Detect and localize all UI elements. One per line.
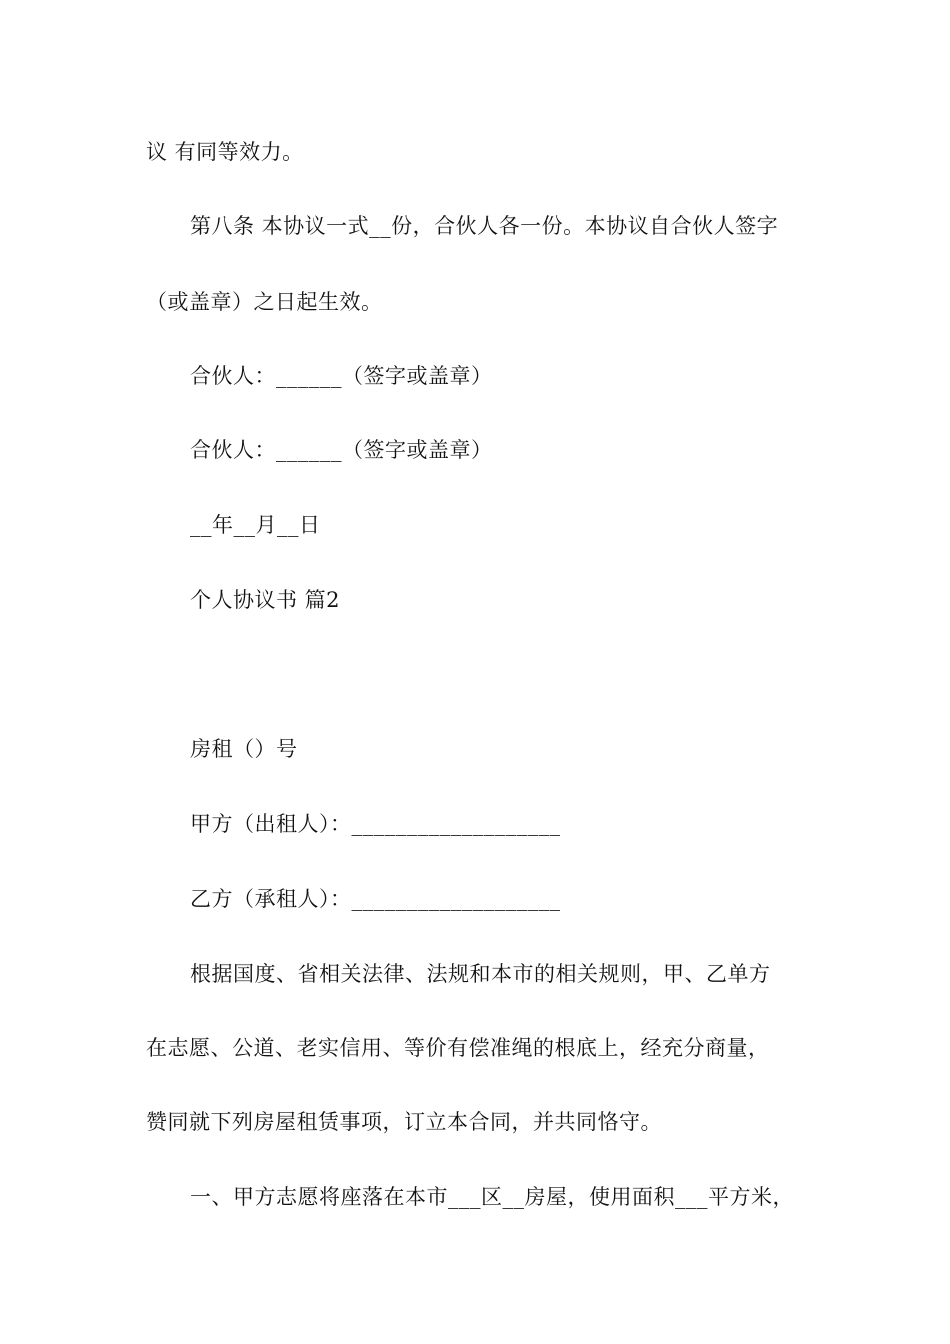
partner-signature-line: 合伙人：______（签字或盖章） [190,364,493,388]
party-a-line: 甲方（出租人）：___________________ [190,812,561,836]
article-eight-line: 第八条 本协议一式__份，合伙人各一份。本协议自合伙人签字 [190,214,779,238]
paragraph-line: （或盖章）之日起生效。 [146,290,383,314]
contract-number-line: 房租（）号 [190,737,298,761]
clause-one-line: 一、甲方志愿将座落在本市___区__房屋，使用面积___平方米， [190,1185,794,1209]
paragraph-line: 赞同就下列房屋租赁事项，订立本合同，并共同恪守。 [146,1110,662,1134]
paragraph-line: 议 有同等效力。 [146,140,304,164]
partner-signature-line: 合伙人：______（签字或盖章） [190,438,493,462]
paragraph-line: 根据国度、省相关法律、法规和本市的相关规则，甲、乙单方 [190,962,771,986]
section-heading: 个人协议书 篇2 [190,588,341,612]
date-line: __年__月__日 [190,513,321,537]
party-b-line: 乙方（承租人）：___________________ [190,887,561,911]
paragraph-line: 在志愿、公道、老实信用、等价有偿准绳的根底上，经充分商量， [146,1036,770,1060]
